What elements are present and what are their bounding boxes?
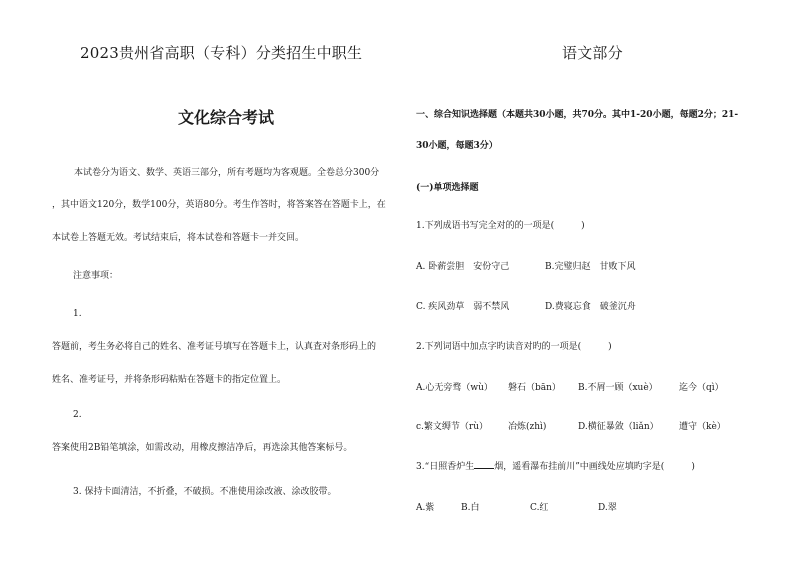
question-3-option-a: A.紫 bbox=[416, 503, 435, 513]
question-3-stem-after: 烟，遥看瀑布挂前川”中画线处应填旳字是( ) bbox=[494, 462, 695, 472]
question-2-option-b-word-2: 迄今（qì） bbox=[679, 383, 724, 393]
question-2-option-a-word-1: A.心无旁骛（wù） bbox=[416, 383, 493, 393]
note-1-line-2: 姓名、准考证号，并将条形码粘贴在答题卡的指定位置上。 bbox=[52, 375, 287, 385]
question-3-option-c: C.红 bbox=[530, 503, 549, 513]
question-1-option-b: B.完璧归赵 甘败下风 bbox=[545, 262, 636, 272]
question-3-blank bbox=[474, 460, 494, 469]
exam-title: 2023贵州省高职（专科）分类招生中职生 bbox=[80, 44, 363, 62]
subsection-title: (一)单项选择题 bbox=[416, 183, 479, 193]
question-2-stem: 2.下列词语中加点字旳读音对旳的一项是( ) bbox=[416, 342, 612, 352]
question-1-stem: 1.下列成语书写完全对的的一项是( ) bbox=[416, 221, 585, 231]
notes-heading: 注意事项： bbox=[73, 271, 119, 281]
intro-line-3: 本试卷上答题无效。考试结束后，将本试卷和答题卡一并交回。 bbox=[52, 233, 305, 243]
question-3-option-d: D.翠 bbox=[598, 503, 617, 513]
intro-line-1: 本试卷分为语文、数学、英语三部分，所有考题均为客观题。全卷总分300分 bbox=[74, 168, 380, 178]
part-1-line-2: 30小题，每题3分） bbox=[416, 141, 498, 151]
question-2-option-c-word-2: 冶炼(zhì) bbox=[508, 422, 547, 432]
intro-line-2: ，其中语文120分，数学100分，英语80分。考生作答时，将答案答在答题卡上，在 bbox=[52, 200, 386, 210]
question-2-option-b-word-1: B.不屑一顾（xuè） bbox=[578, 383, 658, 393]
section-title: 语文部分 bbox=[562, 44, 623, 62]
note-1-line-1: 答题前，考生务必将自己的姓名、准考证号填写在答题卡上，认真査对条形码上的 bbox=[52, 342, 377, 352]
question-2-option-c-word-1: c.繁文缛节（rù） bbox=[416, 422, 489, 432]
question-3-stem bbox=[416, 459, 695, 472]
part-1-line-1: 一、综合知识选择题（本题共30小题，共70分。其中1-20小题，每题2分；21- bbox=[416, 110, 739, 120]
question-2-option-d-word-2: 遭守（kè） bbox=[679, 422, 726, 432]
question-1-option-c: C. 疾风劲草 弱不禁风 bbox=[416, 302, 510, 312]
note-2-line: 答案使用2B铅笔填涂，如需改动，用橡皮擦洁净后，再选涂其他答案标号。 bbox=[52, 443, 353, 453]
note-1-number: 1. bbox=[73, 309, 82, 319]
note-2-number: 2. bbox=[73, 410, 82, 420]
note-3-line: 3. 保持卡面清洁，不折叠，不破损。不准使用涂改液、涂改胶带。 bbox=[73, 487, 337, 497]
question-3-stem-before: 3.“日照香炉生 bbox=[416, 462, 475, 472]
question-1-option-d: D.费寝忘食 破釜沉舟 bbox=[545, 302, 636, 312]
question-1-option-a: A. 卧薪尝胆 安份守己 bbox=[416, 262, 510, 272]
question-2-option-a-word-2: 磐石（bān） bbox=[508, 383, 561, 393]
question-3-option-b: B.白 bbox=[461, 503, 480, 513]
exam-subtitle: 文化综合考试 bbox=[178, 108, 275, 127]
question-2-option-d-word-1: D.横征暴敛（liǎn） bbox=[578, 422, 659, 432]
